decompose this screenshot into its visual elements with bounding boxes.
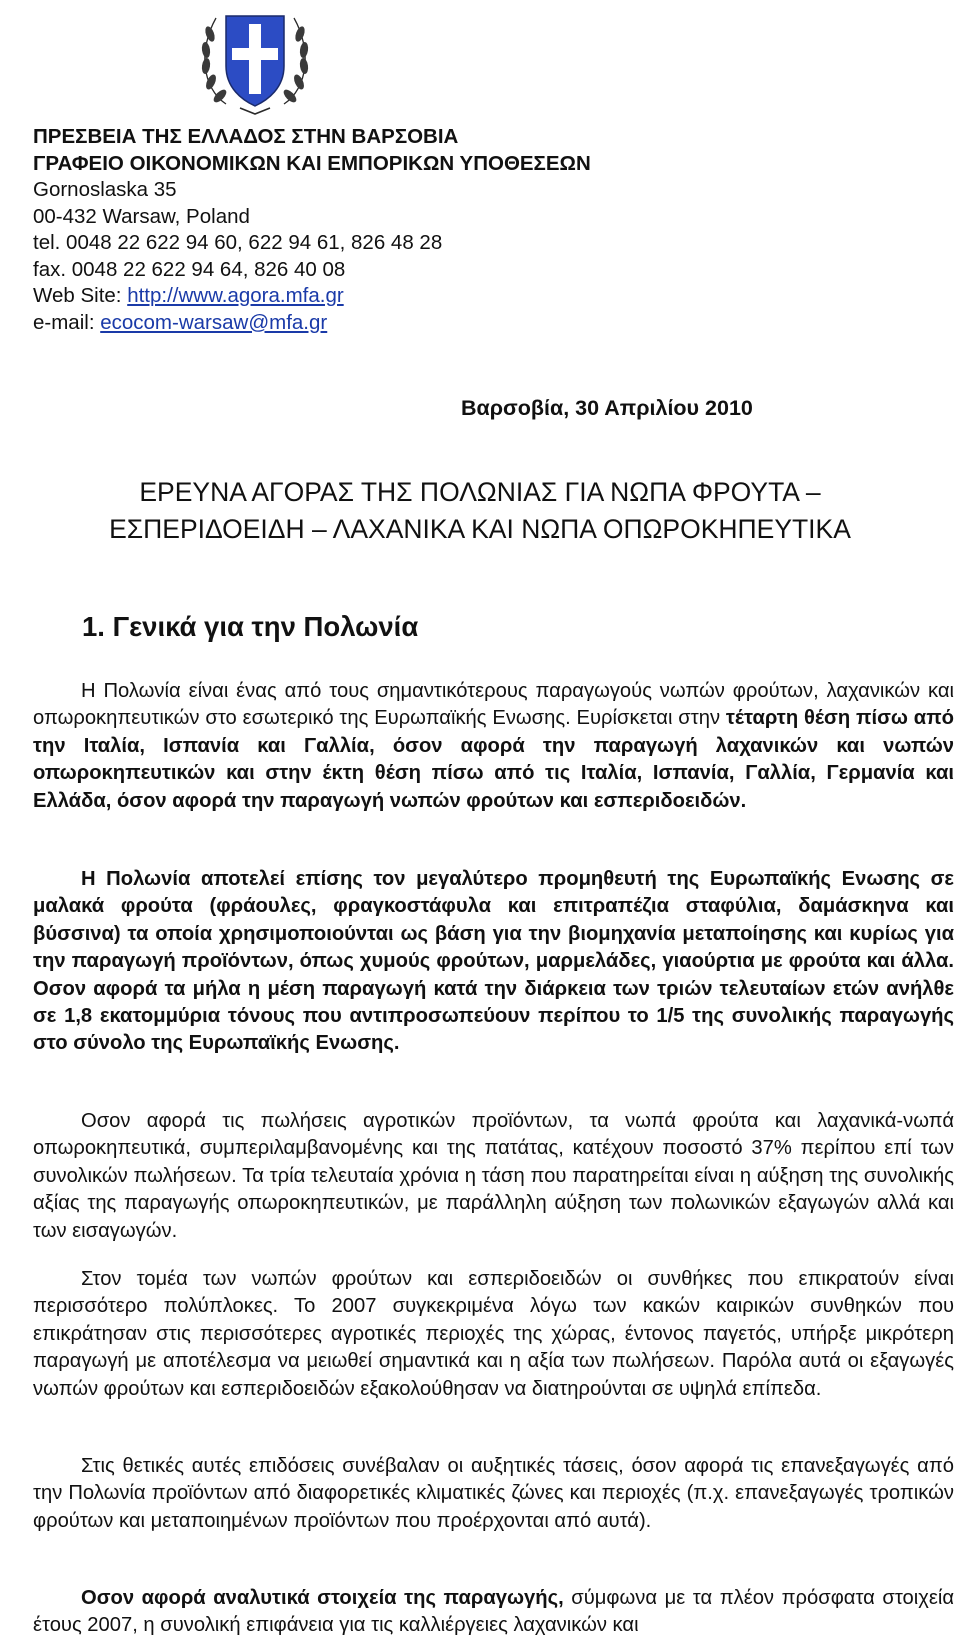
paragraph-3-text: Οσον αφορά τις πωλήσεις αγροτικών προϊόντων, τα νωπά φρούτα και λαχανικά-νωπά οπωροκηπευτικά, συμπεριλαμβανομένης και της πατάτας, κατέχουν ποσοστό 37% περίπου επί των συνολικών πωλήσεων. Τα τρία τελευταία χρόνια η τάση που παρατηρείται είναι η αύξηση της συνολικής αξίας της παραγωγής οπωροκηπευτικών, με παράλληλη αύξηση των πολωνικών εξαγωγών αλλά και των εισαγωγών.: [33, 1110, 954, 1242]
website-line: [33, 283, 591, 310]
email-line: [33, 310, 591, 337]
paragraph-6-text: σύμφωνα με τα πλέον πρόσφατα στοιχεία έτους 2007, η συνολική επιφάνεια για τις καλλιέργειες λαχανικών και: [33, 1587, 954, 1637]
fax: fax. 0048 22 622 94 64, 826 40 08: [33, 257, 346, 281]
embassy-header: [33, 124, 591, 336]
telephone: tel. 0048 22 622 94 60, 622 94 61, 826 48 28: [33, 231, 443, 254]
paragraph-6: [33, 1585, 954, 1640]
paragraph-1-text: Η Πολωνία είναι ένας από τους σημαντικότερους παραγωγούς νωπών φρούτων, λαχανικών και οπωροκηπευτικών στο εσωτερικό της Ευρωπαϊκής Ενωσης. Ευρίσκεται στην: [33, 680, 954, 730]
embassy-name: ΠΡΕΣΒΕΙΑ ΤΗΣ ΕΛΛΑΔΟΣ ΣΤΗΝ ΒΑΡΣΟΒΙΑ: [33, 125, 459, 148]
paragraph-1: [33, 678, 954, 815]
email-link[interactable]: ecocom-warsaw@mfa.gr: [100, 310, 328, 334]
paragraph-5: [33, 1453, 954, 1535]
email-label: e-mail:: [33, 310, 101, 334]
office-name: ΓΡΑΦΕΙΟ ΟΙΚΟΝΟΜΙΚΩΝ ΚΑΙ ΕΜΠΟΡΙΚΩΝ ΥΠΟΘΕΣΕΩΝ: [33, 151, 591, 175]
website-label: Web Site:: [33, 284, 128, 307]
paragraph-4: [33, 1266, 954, 1403]
title-line-1: ΕΡΕΥΝΑ ΑΓΟΡΑΣ ΤΗΣ ΠΟΛΩΝΙΑΣ ΓΙΑ ΝΩΠΑ ΦΡΟΥΤΑ –: [139, 477, 821, 507]
title-line-2: ΕΣΠΕΡΙΔΟΕΙΔΗ – ΛΑΧΑΝΙΚΑ ΚΑΙ ΝΩΠΑ ΟΠΩΡΟΚΗΠΕΥΤΙΚΑ: [109, 514, 851, 544]
document-date: Βαρσοβία, 30 Απριλίου 2010: [461, 396, 753, 420]
paragraph-2: [33, 866, 954, 1058]
greek-coat-of-arms-icon: [196, 4, 314, 116]
paragraph-3: [33, 1108, 954, 1245]
paragraph-2-bold: Η Πολωνία αποτελεί επίσης τον μεγαλύτερο προμηθευτή της Ευρωπαϊκής Ενωσης σε μαλακά φρούτα (φράουλες, φραγκοστάφυλα και επιτραπέζια σταφύλια, δαμάσκηνα και βύσσινα) τα οποία χρησιμοποιούνται ως βάση για την βιομηχανία μεταποίησης και κυρίως για την παραγωγή προϊόντων, όπως χυμούς φρούτων, μαρμελάδες, γιαούρτια με φρούτα και άλλα. Οσον αφορά τα μήλα η μέση παραγωγή κατά την διάρκεια των τριών τελευταίων ετών ανήλθε σε 1,8 εκατομμύρια τόνους που αντιπροσωπεύουν περίπου το 1/5 της συνολικής παραγωγής στο σύνολο της Ευρωπαϊκής Ενωσης.: [33, 868, 954, 1055]
website-link[interactable]: http://www.agora.mfa.gr: [127, 284, 344, 307]
address-city: 00-432 Warsaw, Poland: [33, 204, 250, 228]
address-street: Gornoslaska 35: [33, 178, 177, 201]
section-heading: 1. Γενικά για την Πολωνία: [82, 611, 419, 642]
paragraph-6-bold: Οσον αφορά αναλυτικά στοιχεία της παραγωγής,: [81, 1587, 564, 1609]
document-title: [0, 474, 960, 548]
paragraph-4-text: Στον τομέα των νωπών φρούτων και εσπεριδοειδών οι συνθήκες που επικρατούν είναι περισσότερο πολύπλοκες. Το 2007 συγκεκριμένα λόγω των κακών καιρικών συνθηκών που επικράτησαν στις περισσότερες αγροτικές περιοχές της χώρας, έντονος παγετός, υπήρξε μικρότερη παραγωγή με αποτέλεσμα να μειωθεί σημαντικά και η αξία των πωλήσεων. Παρόλα αυτά οι εξαγωγές νωπών φρούτων και εσπεριδοειδών εξακολούθησαν να διατηρούνται σε υψηλά επίπεδα.: [33, 1268, 954, 1400]
paragraph-5-text: Στις θετικές αυτές επιδόσεις συνέβαλαν οι αυξητικές τάσεις, όσον αφορά τις επανεξαγωγές από την Πολωνία προϊόντων από διαφορετικές κλιματικές ζώνες και περιοχές (π.χ. επανεξαγωγές τροπικών φρούτων και μεταποιημένων προϊόντων που προέρχονται από αυτά).: [33, 1455, 954, 1532]
paragraph-1-bold: τέταρτη θέση πίσω από την Ιταλία, Ισπανία και Γαλλία, όσον αφορά την παραγωγή λαχανικών και νωπών οπωροκηπευτικών και στην έκτη θέση πίσω από τις Ιταλία, Ισπανία, Γαλλία, Γερμανία και Ελλάδα, όσον αφορά την παραγωγή νωπών φρούτων και εσπεριδοειδών.: [33, 707, 955, 812]
